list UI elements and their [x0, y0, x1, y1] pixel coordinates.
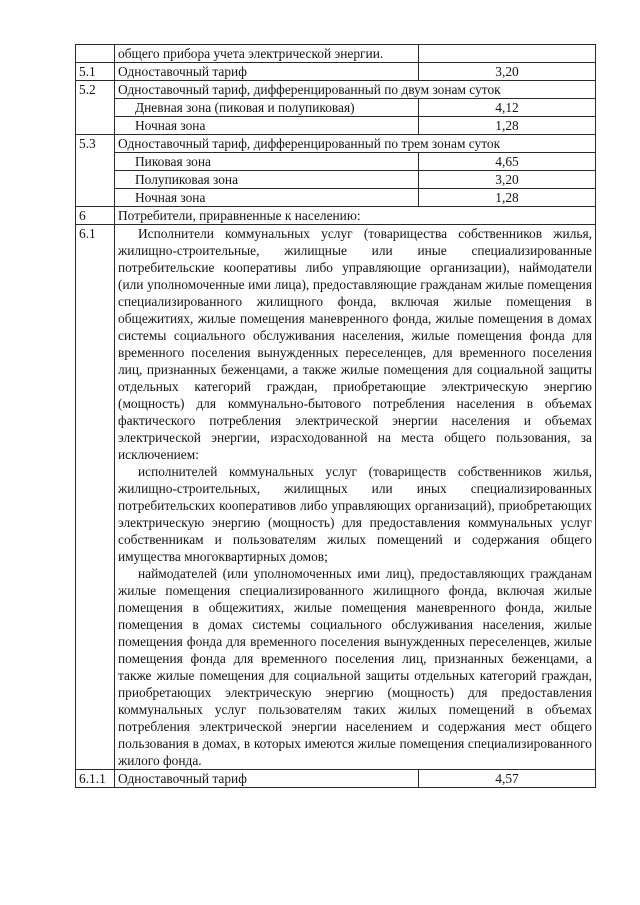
row-text: Потребители, приравненные к населению: [115, 207, 596, 225]
table-row [76, 45, 596, 63]
zone-label: Ночная зона [115, 117, 419, 135]
table-row [76, 171, 596, 189]
table-row [76, 117, 596, 135]
row-number: 5.1 [76, 63, 115, 81]
row-number: 5.3 [76, 135, 115, 207]
row-number: 6 [76, 207, 115, 225]
table-row [76, 189, 596, 207]
row-text: Одноставочный тариф [115, 63, 419, 81]
table-row [76, 225, 596, 770]
table-row [76, 81, 596, 99]
row-number [76, 45, 115, 63]
table-row [76, 63, 596, 81]
table-row [76, 153, 596, 171]
zone-label: Ночная зона [115, 189, 419, 207]
tariff-value: 4,57 [419, 770, 596, 788]
table-row [76, 207, 596, 225]
row-number: 6.1 [76, 225, 115, 770]
zone-label: Пиковая зона [115, 153, 419, 171]
tariff-value: 4,12 [419, 99, 596, 117]
tariff-value [419, 45, 596, 63]
row-text: Одноставочный тариф, дифференцированный по двум зонам суток [115, 81, 596, 99]
row-text: общего прибора учета электрической энергии. [115, 45, 419, 63]
tariff-value: 3,20 [419, 63, 596, 81]
tariff-value: 4,65 [419, 153, 596, 171]
tariff-value: 3,20 [419, 171, 596, 189]
tariff-value: 1,28 [419, 117, 596, 135]
row-number: 6.1.1 [76, 770, 115, 788]
tariff-value: 1,28 [419, 189, 596, 207]
description-paragraph: наймодателей (или уполномоченных ими лиц), предоставляющих гражданам жилые помещения специализированного жилищного фонда, включая жилые помещения в общежитиях, жилые помещения маневренного фонда, жилые помещения в домах системы социального обслуживания населения, жилые помещения фонда для временного поселения вынужденных переселенцев, жилые помещения фонда для временного поселения лиц, признанных беженцами, а также жилые помещения для социальной защиты отдельных категорий граждан, приобретающих электрическую энергию (мощность) для предоставления коммунальных услуг пользователям таких жилых помещений в объемах потребления электрической энергии населением и содержания мест общего пользования в домах, в которых имеются жилые помещения специализированного жилого фонда. [118, 566, 592, 768]
row-number: 5.2 [76, 81, 115, 135]
row-text: Одноставочный тариф, дифференцированный по трем зонам суток [115, 135, 596, 153]
consumer-description [115, 225, 596, 770]
row-text: Одноставочный тариф [115, 770, 419, 788]
tariff-table [75, 44, 596, 788]
zone-label: Дневная зона (пиковая и полупиковая) [115, 99, 419, 117]
table-row [76, 99, 596, 117]
zone-label: Полупиковая зона [115, 171, 419, 189]
table-row [76, 135, 596, 153]
description-paragraph: Исполнители коммунальных услуг (товарищества собственников жилья, жилищно-строительные, жилищные или иные специализированные потребительские кооперативы либо управляющие организации), наймодатели (или уполномоченные ими лица), предоставляющие гражданам жилые помещения специализированного жилищного фонда, включая жилые помещения в общежитиях, жилые помещения маневренного фонда, жилые помещения в домах системы социального обслуживания населения, жилые помещения фонда для временного поселения вынужденных переселенцев, для временного поселения лиц, признанных беженцами, а также жилые помещения для социальной защиты отдельных категорий граждан, приобретающие электрическую энергию (мощность) для коммунально-бытового потребления населения в объемах фактического потребления электрической энергии населения и объемах электрической энергии, израсходованной на места общего пользования, за исключением: [118, 226, 592, 462]
table-row [76, 770, 596, 788]
description-paragraph: исполнителей коммунальных услуг (товариществ собственников жилья, жилищно-строительных, жилищных или иных специализированных потребительских кооперативов либо управляющих организаций), приобретающих электрическую энергию (мощность) для предоставления коммунальных услуг собственникам и пользователям жилых помещений и содержания общего имущества многоквартирных домов; [118, 464, 592, 564]
